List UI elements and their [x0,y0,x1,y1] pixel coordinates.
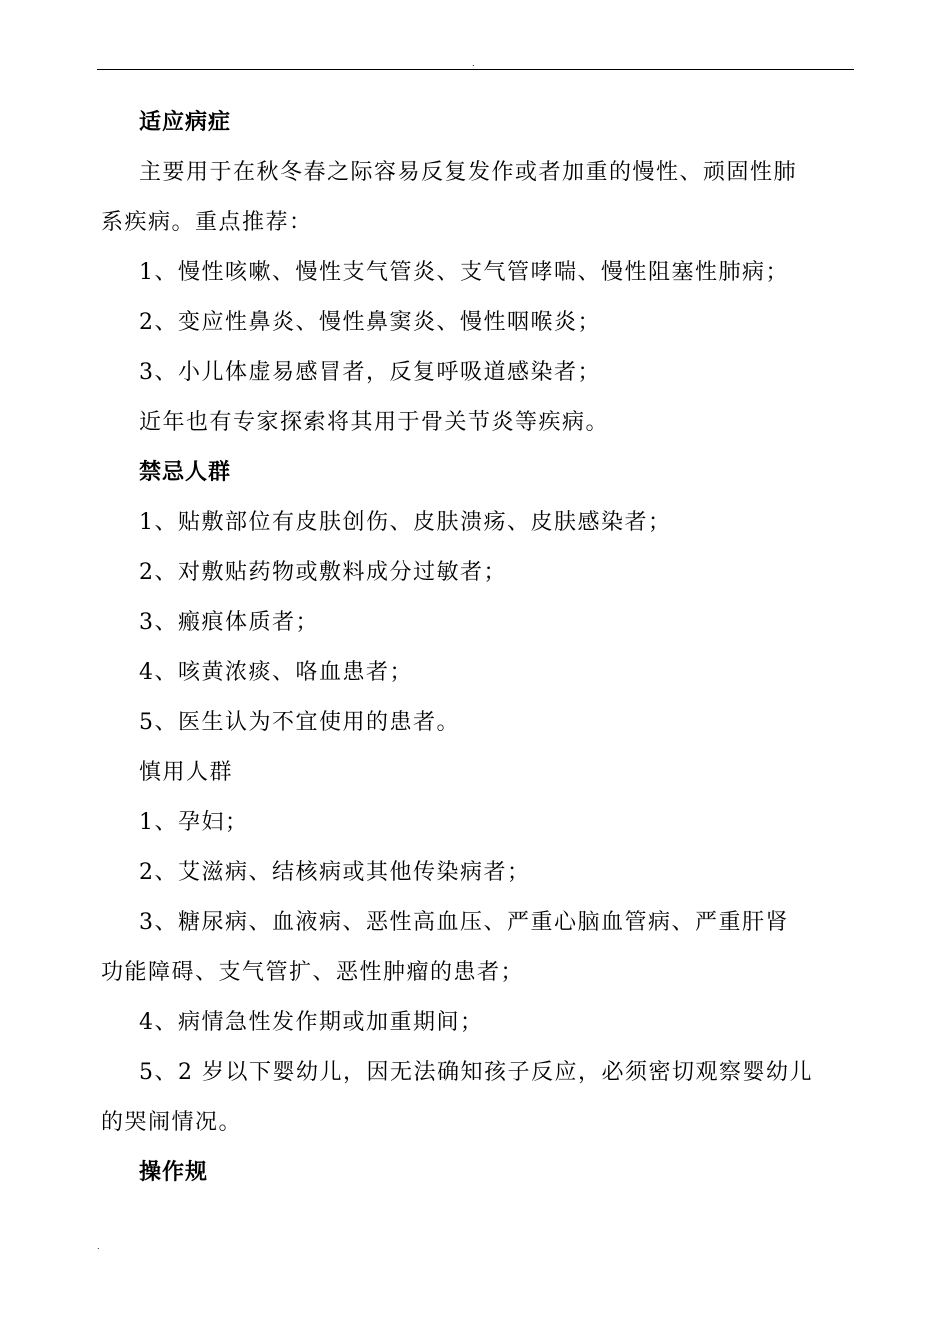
caution-item-continuation: 功能障碍、支气管扩、恶性肿瘤的患者； [101,960,525,985]
caution-item: 2、艾滋病、结核病或其他传染病者； [139,860,531,885]
indications-item: 1、慢性咳嗽、慢性支气管炎、支气管哮喘、慢性阻塞性肺病； [139,260,789,285]
caution-item-continuation: 的哭闹情况。 [101,1110,243,1135]
caution-item: 3、糖尿病、血液病、恶性高血压、严重心脑血管病、严重肝肾 [139,910,789,935]
contraindications-item: 1、贴敷部位有皮肤创伤、皮肤溃疡、皮肤感染者； [139,510,672,535]
header-rule [97,69,854,70]
indications-intro-line: 系疾病。重点推荐： [101,210,313,235]
document-body [101,98,856,1198]
section-title-contraindications: 禁忌人群 [139,460,232,485]
section-title-caution: 慎用人群 [139,760,234,785]
caution-item: 1、孕妇； [139,810,249,835]
caution-item: 5、2 岁以下婴幼儿，因无法确知孩子反应，必须密切观察婴幼儿 [139,1060,813,1085]
contraindications-item: 4、咳黄浓痰、咯血患者； [139,660,413,685]
contraindications-item: 2、对敷贴药物或敷料成分过敏者； [139,560,507,585]
header-mark: . [472,59,475,68]
indications-note: 近年也有专家探索将其用于骨关节炎等疾病。 [139,410,610,435]
indications-item: 2、变应性鼻炎、慢性鼻窦炎、慢性咽喉炎； [139,310,601,335]
indications-item: 3、小儿体虚易感冒者，反复呼吸道感染者； [139,360,601,385]
footer-mark: . [97,1242,100,1251]
indications-intro-line: 主要用于在秋冬春之际容易反复发作或者加重的慢性、顽固性肺 [139,160,798,185]
section-title-indications: 适应病症 [139,110,232,135]
contraindications-item: 3、瘢痕体质者； [139,610,319,635]
contraindications-item: 5、医生认为不宜使用的患者。 [139,710,460,735]
caution-item: 4、病情急性发作期或加重期间； [139,1010,484,1035]
section-title-operation: 操作规 [139,1160,209,1185]
